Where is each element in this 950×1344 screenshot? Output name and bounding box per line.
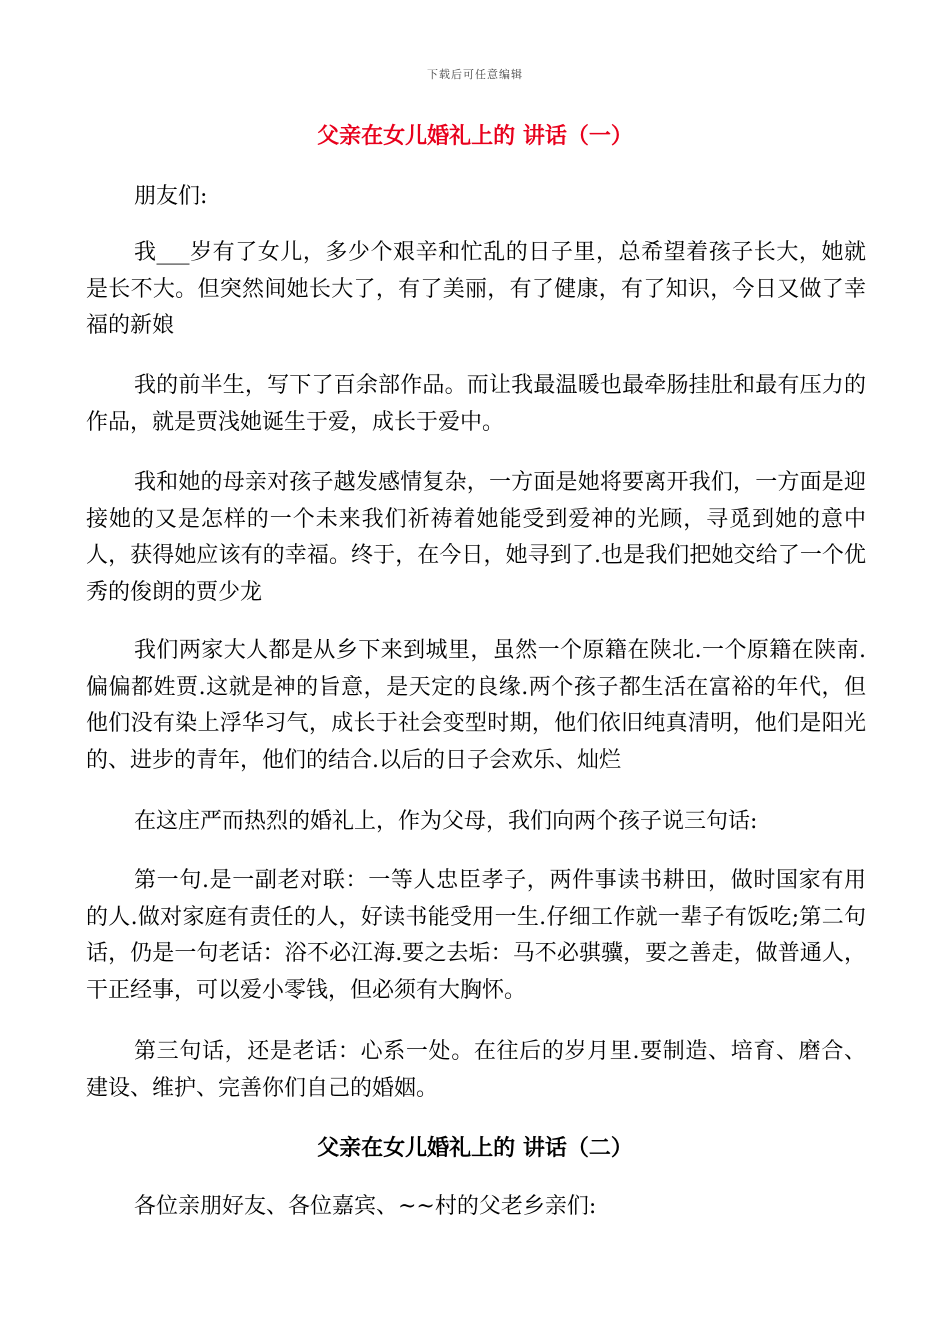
body-paragraph-2: 我的前半生，写下了百余部作品。而让我最温暖也最牵肠挂肚和最有压力的作品，就是贾浅她诞生于爱，成长于爱中。 bbox=[86, 373, 866, 435]
section-2-salutation: 各位亲朋好友、各位嘉宾、~~村的父老乡亲们: bbox=[134, 1194, 597, 1219]
section-1-title: 父亲在女儿婚礼上的 讲话（一） bbox=[317, 123, 633, 149]
section-2-title: 父亲在女儿婚礼上的 讲话（二） bbox=[317, 1135, 633, 1161]
body-paragraph-1: 我___岁有了女儿，多少个艰辛和忙乱的日子里，总希望着孩子长大，她就是长不大。但突然间她长大了，有了美丽，有了健康，有了知识，今日又做了幸福的新娘 bbox=[86, 240, 866, 338]
body-paragraph-5: 在这庄严而热烈的婚礼上，作为父母，我们向两个孩子说三句话: bbox=[134, 809, 758, 834]
body-paragraph-4: 我们两家大人都是从乡下来到城里，虽然一个原籍在陕北.一个原籍在陕南.偏偏都姓贾.这就是神的旨意，是天定的良缘.两个孩子都生活在富裕的年代，但他们没有染上浮华习气，成长于社会变型时期，他们依旧纯真清明，他们是阳光的、进步的青年，他们的结合.以后的日子会欢乐、灿烂 bbox=[86, 638, 866, 773]
salutation-paragraph: 朋友们: bbox=[134, 184, 208, 209]
header-note: 下载后可任意编辑 bbox=[427, 68, 523, 81]
body-paragraph-7: 第三句话，还是老话：心系一处。在往后的岁月里.要制造、培育、磨合、建设、维护、完善你们自己的婚姻。 bbox=[86, 1039, 866, 1101]
body-paragraph-3: 我和她的母亲对孩子越发感情复杂，一方面是她将要离开我们，一方面是迎接她的又是怎样的一个未来我们祈祷着她能受到爱神的光顾，寻觅到她的意中人，获得她应该有的幸福。终于，在今日，她寻到了.也是我们把她交给了一个优秀的俊朗的贾少龙 bbox=[86, 470, 866, 605]
body-paragraph-6: 第一句.是一副老对联：一等人忠臣孝子，两件事读书耕田，做时国家有用的人.做对家庭有责任的人，好读书能受用一生.仔细工作就一辈子有饭吃;第二句话，仍是一句老话：浴不必江海.要之去垢：马不必骐骥，要之善走，做普通人，干正经事，可以爱小零钱，但必须有大胸怀。 bbox=[86, 868, 866, 1003]
